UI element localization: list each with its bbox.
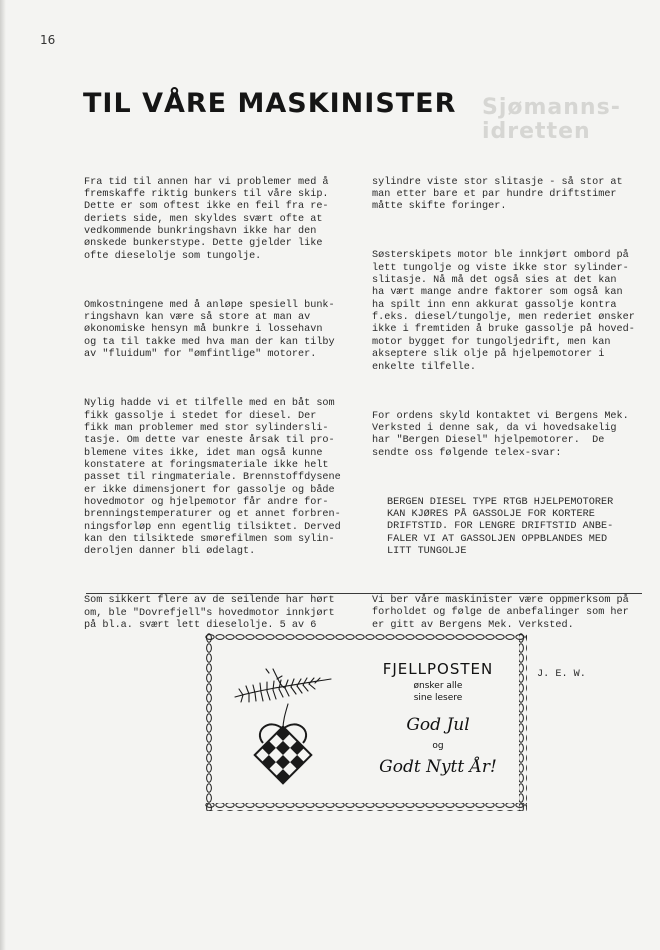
greeting-godt-nytt-ar: Godt Nytt År! (379, 757, 497, 777)
ad-subtitle-line: sine lesere (413, 693, 463, 703)
paragraph: Søsterskipets motor ble innkjørt ombord på lett tungolje og viste ikke stor sylinder- slitasje. Nå må det også sies at det kan ha vært mange andre faktorer som også kan ha spilt inn enn akkurat gassolje kontra f.eks. diesel/tungolje, men rederiet ønsker ikke i fremtiden å bruke gassolje på hoved- motor bygget for tungoljedrift, men kan akseptere slik olje på hjelpemotorer i enkelte tilfelle. (372, 250, 635, 373)
paragraph: sylindre viste stor slitasje - så stor at man etter bare et par hundre driftstimer måtte skifte foringer. (372, 176, 623, 213)
paragraph: Omkostningene med å anløpe spesiell bunk- ringshavn kan være så store at man av økonomiske hensyn må bunkre i lossehavn og ta til takke med hva man der kan tilby av "fluidum" for "ømfintlige" motorer. (84, 299, 335, 361)
paragraph: Som sikkert flere av de seilende har hørt om, ble "Dovrefjell"s hovedmotor innkjørt på bl.a. svært lett dieselolje. 5 av 6 (84, 595, 335, 632)
page-number: 16 (40, 33, 56, 47)
section-divider (86, 593, 642, 594)
article-title: TIL VÅRE MASKINISTER (83, 88, 457, 119)
article-column-right (372, 152, 644, 705)
heart-basket-pine-ornament-icon (233, 659, 333, 789)
closing-paragraph: Vi ber våre maskinister være oppmerksom på forholdet og følge de anbefalinger som her er gitt av Bergens Mek. Verksted. (372, 595, 629, 631)
paragraph: Nylig hadde vi et tilfelle med en båt som fikk gassolje i stedet for diesel. Der fikk man problemer med stor sylindersli- tasje. Om dette var eneste årsak til pro- blemene vites ikke, idet man også kunne konstatere at foringsmateriale ikke helt passet til ringmateriale. Brennstoffdysene er ikke dimensjonert for gassolje og både hovedmotor og hjelpemotor får andre for- brenningstemperaturer og et annet forbren- ningsforløp enn egentlig tilsiktet. Derved kan den tilsiktede smørefilmen som sylin- deroljen danner bli ødelagt. (84, 398, 341, 558)
article-column-left (84, 152, 358, 657)
paragraph: Fra tid til annen har vi problemer med å fremskaffe riktig bunkers til våre skip. Dette er som oftest ikke en feil fra re- deriets side, men skyldes svært ofte at vedkommende bunkringshavn ikke har den ønskede bunkerstype. Dette gjelder like ofte dieselolje som tungolje. (84, 176, 329, 262)
ad-subtitle-line: ønsker alle (413, 681, 463, 691)
ad-title: FJELLPOSTEN (382, 660, 494, 678)
signature: J. E. W. (537, 668, 586, 680)
page-binding-shadow (0, 0, 6, 950)
telex-quote: BERGEN DIESEL TYPE RTGB HJELPEMOTORER KAN KJØRES PÅ GASSOLJE FOR KORTERE DRIFTSTID. FOR LENGRE DRIFTSTID ANBE- FALER VI AT GASSOLJEN OPPBLANDES MED LITT TUNGOLJE (387, 496, 614, 557)
paragraph: For ordens skyld kontaktet vi Bergens Mek. Verksted i denne sak, da vi hovedsakelig har "Bergen Diesel" hjelpemotorer. De sendte oss følgende telex-svar: (372, 410, 629, 459)
show-through-title: Sjømanns- idretten (482, 95, 621, 144)
greeting-conjunction: og (432, 741, 444, 751)
christmas-greeting-ad (205, 633, 527, 811)
greeting-god-jul: God Jul (406, 715, 470, 735)
